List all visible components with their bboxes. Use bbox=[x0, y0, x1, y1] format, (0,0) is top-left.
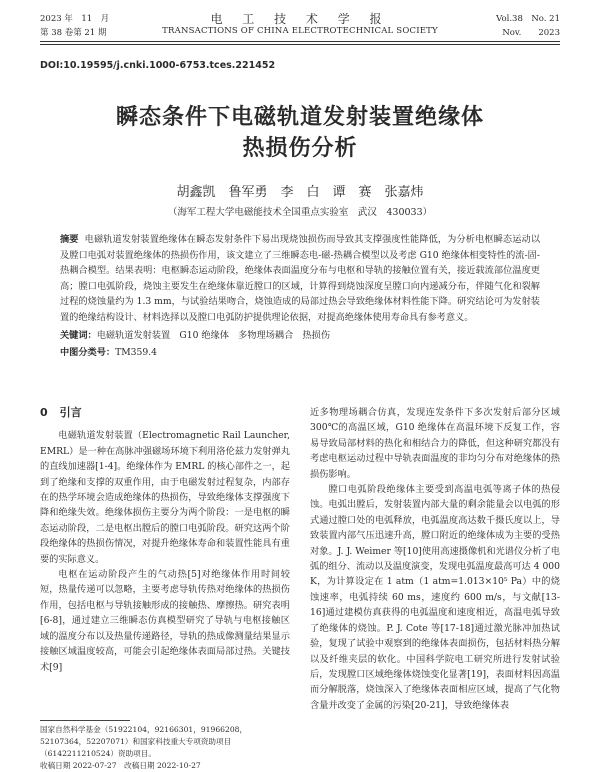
right-column bbox=[310, 405, 560, 713]
header-rule-thin bbox=[40, 44, 560, 45]
footnote-rule bbox=[40, 720, 130, 721]
right-paragraph-1: 近多物理场耦合仿真，发现连发条件下多次发射后部分区域 300℃的高温区域，G10 绝缘体在高温环境下反复工作，容易导致局部材料的热化和相结合力的降低，但这种研究都没有考虑电枢运动过程中导轨表面温度的非均匀分布对绝缘体的热损伤影响。 bbox=[310, 407, 560, 480]
classification-number bbox=[60, 345, 540, 360]
left-paragraph-2: 电枢在运动阶段产生的气动热[5]对绝缘体作用时间较短，热量传递可以忽略，主要考虑导轨传热对绝缘体的热损伤作用，包括电枢与导轨接触形成的接触热、摩擦热。研究表明[6-8]，通过建立三维瞬态仿真模型研究了导轨与电枢接触区域的温度分布以及热量传递路径，导轨的热成像测量结果显示接触区域温度较高，可能会引起绝缘体表面局部过热。关键技术[9] bbox=[40, 569, 290, 673]
clc-label: 中图分类号： bbox=[60, 347, 116, 358]
keywords bbox=[60, 328, 540, 343]
section-heading bbox=[40, 405, 290, 420]
section-number: 0 bbox=[40, 406, 48, 419]
running-header bbox=[40, 10, 560, 46]
abstract-label: 摘要 bbox=[60, 234, 79, 245]
keywords-label: 关键词： bbox=[60, 330, 97, 341]
header-journal-cn: 电 工 技 术 学 报 bbox=[210, 12, 390, 26]
keywords-text: 电磁轨道发射装置 G10 绝缘体 多物理场耦合 热损伤 bbox=[96, 330, 331, 341]
clc-text: TM359.4 bbox=[115, 347, 157, 358]
footnote-funding: 国家自然科学基金（51922104，92166301，91966208，52107364，52207071）和国家科技重大专项资助项目（6142211210524）资助项目。 bbox=[40, 725, 248, 758]
authors: 胡鑫凯 鲁军勇 李 白 谭 赛 张嘉炜 bbox=[176, 185, 424, 200]
header-month-year: Nov. 2023 bbox=[502, 28, 560, 38]
footnote bbox=[40, 724, 290, 772]
left-column bbox=[40, 405, 290, 675]
header-year-month: 2023 年 11 月 bbox=[40, 14, 110, 24]
doi[interactable]: DOI:10.19595/j.cnki.1000-6753.tces.221452 bbox=[40, 60, 276, 71]
header-volume-issue: 第 38 卷第 21 期 bbox=[40, 28, 107, 38]
affiliation: （海军工程大学电磁能技术全国重点实验室 武汉 430033） bbox=[167, 207, 433, 218]
abstract-text: 电磁轨道发射装置绝缘体在瞬态发射条件下易出现烧蚀损伤而导致其支撑强度性能降低，为分析电枢瞬态运动以及膛口电弧对装置绝缘体的热损伤作用，该文建立了三维瞬态电-磁-热耦合模型以及考虑 G10 绝缘体相变特性的流-固-热耦合模型。结果表明：电枢瞬态运动阶段，绝缘体表面温度分布与电枢和导轨的接触位置有关，接近载流部位温度更高；膛口电弧阶段，烧蚀主要发生在绝缘体靠近膛口的区域，计算得到烧蚀深度呈膛口向内递减分布，伴随气化和裂解过程的烧蚀量约为 1.3 mm，与试验结果吻合，烧蚀造成的局部过热会导致绝缘体材料性能下降。研究结论可为发射装置的绝缘结构设计、材料选择以及膛口电弧防护提供理论依据，对提高绝缘体使用寿命具有参考意义。 bbox=[60, 234, 541, 323]
paper-title-line-2: 热损伤分析 bbox=[242, 136, 358, 161]
header-vol-no: Vol.38 No. 21 bbox=[496, 14, 560, 24]
header-rule-thick bbox=[40, 41, 560, 42]
left-paragraph-1: 电磁轨道发射装置（Electromagnetic Rail Launcher, EMRL）是一种在高脉冲强磁场环境下利用洛伦兹力发射弹丸的直线加速器[1-4]。绝缘体作为 EMRL 的核心部件之一，起到了绝缘和支撑的双重作用，由于电磁发射过程复杂，内部存在的热学环境会造成绝缘体的热损伤，导致绝缘体支撑强度下降和绝缘失效。绝缘体损伤主要分为两个阶段：一是电枢的瞬态运动阶段，二是电枢出膛后的膛口电弧阶段。研究这两个阶段绝缘体的热损伤情况，对提升绝缘体寿命和装置性能具有重要的实际意义。 bbox=[40, 430, 290, 565]
header-journal-en: TRANSACTIONS OF CHINA ELECTROTECHNICAL SOCIETY bbox=[162, 26, 438, 36]
abstract bbox=[60, 232, 540, 325]
paper-title-line-1: 瞬态条件下电磁轨道发射装置绝缘体 bbox=[115, 105, 484, 130]
footnote-dates: 收稿日期 2022-07-27 改稿日期 2022-10-27 bbox=[40, 761, 201, 770]
section-title: 引言 bbox=[59, 406, 82, 419]
right-paragraph-2: 膛口电弧阶段绝缘体主要受到高温电弧等离子体的热侵蚀。电弧出膛后，发射装置内部大量的剩余能量会以电弧的形式通过膛口处的电弧释放，电弧温度高达数千摄氏度以上，导致装置内部气压迅速升高，膛口附近的绝缘体成为主要的受热对象。J. J. Weimer 等[10]使用高速摄像机和光谱仪分析了电弧的组分、流动以及温度演变，发现电弧温度最高可达 4 000 K，为计算设定在 1 atm（1 atm=1.013×10⁵ Pa）中的烧蚀速率，电弧持续 60 ms，速度约 600 m/s，与文献[13-16]通过建模仿真获得的电弧温度和速度相近，高温电弧导致了绝缘体的烧蚀。P. J. Cote 等[17-18]通过激光脉冲加热试验，复现了试验中观察到的绝缘体表面损伤，包括材料热分解以及纤维夹层的软化。中国科学院电工研究所进行发射试验后，发现膛口区域绝缘体烧蚀变化显著[19]，表面材料因高温而分解脱落，烧蚀深入了绝缘体表面相应区域，提高了气化物含量并改变了金属的污染[20-21]，导致绝缘体表 bbox=[310, 484, 560, 711]
